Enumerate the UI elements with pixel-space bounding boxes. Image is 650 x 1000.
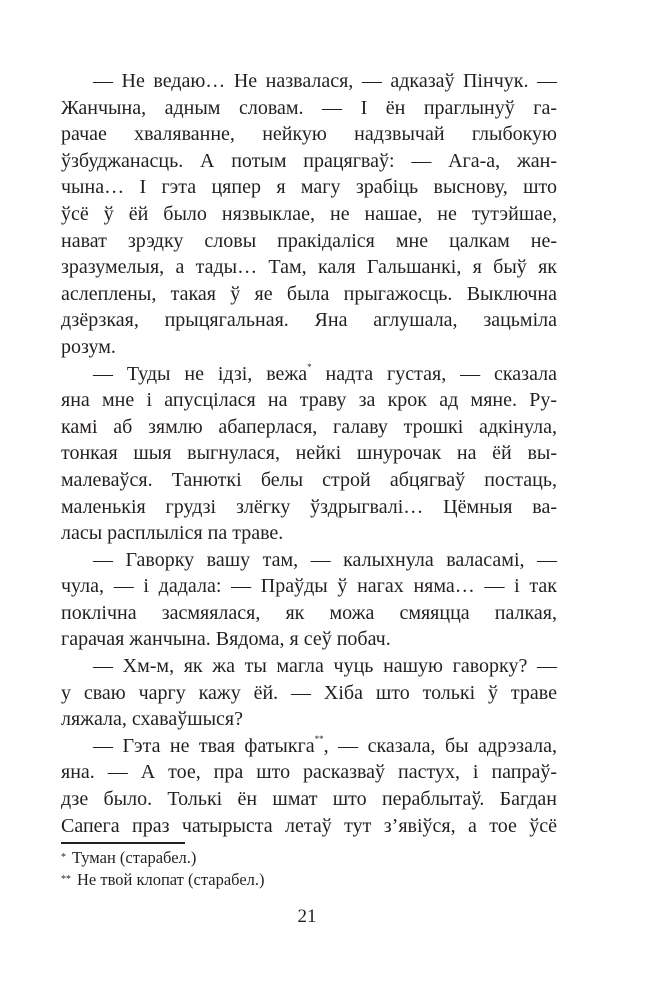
text-line (61, 361, 557, 388)
footnote-reference: * (307, 361, 312, 372)
text-line: дзе было. Толькі ён шмат што пераблытаў. Багдан (61, 788, 557, 811)
footnote-1 (61, 848, 196, 868)
text-line: ўсё ў ёй было нязвыклае, не нашае, не тутэйшае, (61, 202, 557, 225)
text-line: у сваю чаргу кажу ёй. — Хіба што толькі ў траве (61, 681, 557, 704)
text-line: маленькія грудзі злёгку ўздрыгвалі… Цёмныя ва- (61, 495, 557, 518)
text-line: дзёрзкая, прыцягальная. Яна аглушала, зацьміла (61, 309, 557, 332)
text-line: ласы расплыліся па траве. (61, 522, 284, 545)
text-segment: — Туды не ідзі, вежа (93, 362, 308, 385)
text-line: рачае хваляванне, нейкую надзвычай глыбокую (61, 123, 557, 146)
footnote-text: Не твой клопат (старабел.) (77, 870, 265, 889)
footnote-text: Туман (старабел.) (72, 848, 197, 867)
text-line: Сапега праз чатырыста летаў тут з’явіўся, а тое ўсё (61, 814, 557, 837)
text-segment: , — сказала, бы адрэзала, (323, 734, 557, 757)
text-line: нават зрэдку словы пракідаліся мне цалкам не- (61, 229, 557, 252)
text-line: малеваўся. Танюткі белы строй абцягваў постаць, (61, 468, 557, 491)
footnote-2 (61, 870, 265, 890)
body-text (61, 68, 557, 839)
text-line: камі аб зямлю абаперлася, галаву трошкі адкінула, (61, 415, 557, 438)
text-segment: надта густая, — сказала (311, 362, 557, 385)
text-line: яна мне і апусцілася на траву за крок ад мяне. Ру- (61, 389, 557, 412)
text-line: Жанчына, адным словам. — І ён праглынуў га- (61, 96, 557, 119)
footnote-divider (61, 842, 185, 844)
text-line: яна. — А тое, пра што расказваў пастух, і папраў- (61, 761, 557, 784)
text-line: ляжала, схаваўшыся? (61, 708, 243, 731)
text-line (61, 733, 557, 760)
text-line: гарачая жанчына. Вядома, я сеў побач. (61, 628, 391, 651)
footnote-reference: ** (314, 733, 324, 744)
text-segment: — Гэта не твая фатыкга (93, 734, 315, 757)
page-number: 21 (297, 906, 317, 927)
text-line: — Гаворку вашу там, — калыхнула валасамі, — (93, 548, 557, 571)
text-line: розум. (61, 335, 116, 358)
text-line: чына… І гэта цяпер я магу зрабіць выснову, што (61, 176, 557, 199)
text-line: аслеплены, такая ў яе была прыгажосць. Выключна (61, 282, 557, 305)
text-line: поклічна засмяялася, як можа смяяцца палкая, (61, 601, 557, 624)
footnote-marker: ** (61, 874, 71, 885)
text-line: тонкая шыя выгнулася, нейкі шнурочак на ёй вы- (61, 442, 557, 465)
text-line: — Хм-м, як жа ты магла чуць нашую гаворку? — (93, 655, 557, 678)
text-line: чула, — і дадала: — Праўды ў нагах няма… — і так (61, 575, 557, 598)
text-line: — Не ведаю… Не назвалася, — адказаў Пінчук. — (93, 70, 557, 92)
text-line: ўзбуджанасць. А потым працягваў: — Ага-а, жан- (61, 149, 557, 172)
footnote-marker: * (61, 852, 66, 863)
text-line: зразумелыя, а тады… Там, каля Гальшанкі, я быў як (61, 256, 557, 279)
